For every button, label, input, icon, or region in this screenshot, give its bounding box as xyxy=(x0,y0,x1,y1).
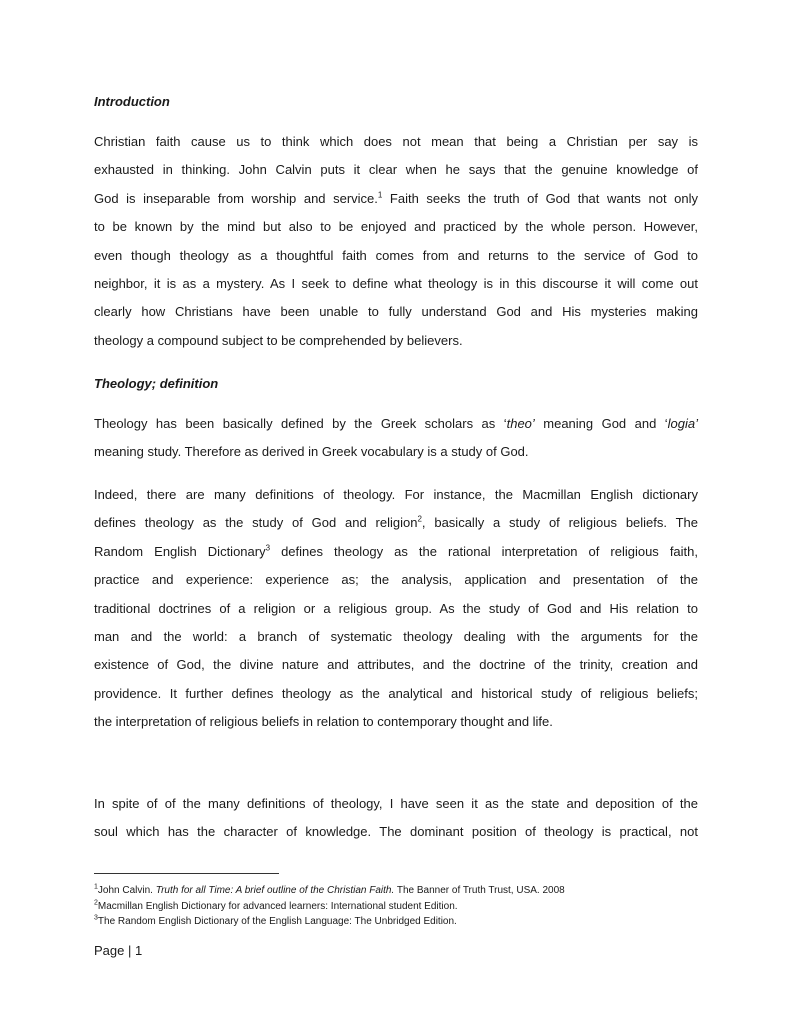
footnote-number: 3 xyxy=(94,914,98,922)
logia-term: logia’ xyxy=(667,416,698,431)
text-line: man and the world: a branch of systematic theology dealing with the arguments for the xyxy=(94,629,698,645)
text-line: practice and experience: experience as; the analysis, application and presentation of the xyxy=(94,572,698,588)
definition-paragraph-2 xyxy=(94,481,698,737)
text-segment: Faith seeks the truth of God that wants not only xyxy=(382,190,698,206)
text-line: soul which has the character of knowledge. The dominant position of theology is practical, not xyxy=(94,824,698,840)
text-segment: The Random English Dictionary of the English Language: The Unbridged Edition. xyxy=(97,916,457,927)
definition-heading: Theology; definition xyxy=(94,376,219,391)
text-line: neighbor, it is as a mystery. As I seek to define what theology is in this discourse it will come out xyxy=(94,276,698,292)
text-line: Indeed, there are many definitions of theology. For instance, the Macmillan English dictionary xyxy=(94,487,698,502)
text-line: traditional doctrines of a religion or a religious group. As the study of God and His relation to xyxy=(94,600,698,616)
text-segment: defines theology as the study of God and religion xyxy=(94,515,418,531)
text-line: In spite of of the many definitions of theology, I have seen it as the state and deposition of the xyxy=(94,796,698,811)
footnote-number: 2 xyxy=(94,899,98,907)
text-line: exhausted in thinking. John Calvin puts it clear when he says that the genuine knowledge of xyxy=(94,162,698,178)
theo-term: theo’ xyxy=(506,416,535,431)
text-segment: defines theology as the rational interpretation of religious faith, xyxy=(270,543,699,559)
footnote-3 xyxy=(94,914,714,930)
book-title: Truth for all Time: A brief outline of the Christian Faith. xyxy=(155,885,395,896)
text-line: Christian faith cause us to think which does not mean that being a Christian per say is xyxy=(94,134,698,149)
footnote-ref-2[interactable]: 2 xyxy=(417,515,422,525)
text-segment: meaning God and ‘ xyxy=(534,416,668,431)
text-segment: John Calvin. xyxy=(97,885,156,896)
definition-paragraph-1 xyxy=(94,410,698,467)
text-segment: Random English Dictionary xyxy=(94,543,266,559)
footnote-2 xyxy=(94,899,714,915)
definition-paragraph-3 xyxy=(94,790,698,847)
text-line: even though theology as a thoughtful faith comes from and returns to the service of God to xyxy=(94,247,698,263)
text-line: providence. It further defines theology as the analytical and historical study of religious beliefs; xyxy=(94,685,698,701)
text-line xyxy=(94,410,698,438)
text-line: to be known by the mind but also to be enjoyed and practiced by the whole person. However, xyxy=(94,219,698,235)
text-segment: , basically a study of religious beliefs. The xyxy=(421,515,698,531)
footnote-1 xyxy=(94,883,714,899)
footnote-ref-1[interactable]: 1 xyxy=(377,190,383,200)
text-line: theology a compound subject to be comprehended by believers. xyxy=(94,332,463,348)
text-line: the interpretation of religious beliefs in relation to contemporary thought and life. xyxy=(94,714,553,730)
text-line: meaning study. Therefore as derived in Greek vocabulary is a study of God. xyxy=(94,444,529,460)
introduction-heading: Introduction xyxy=(94,94,170,109)
footnote-ref-3[interactable]: 3 xyxy=(265,543,271,553)
footnote-separator xyxy=(94,873,279,874)
text-segment: The Banner of Truth Trust, USA. 2008 xyxy=(394,885,565,896)
text-line xyxy=(94,185,698,213)
page-number: Page | 1 xyxy=(94,943,143,958)
text-line xyxy=(94,509,698,537)
text-line xyxy=(94,538,698,566)
text-line: clearly how Christians have been unable to fully understand God and His mysteries making xyxy=(94,304,698,320)
text-segment: God is inseparable from worship and service. xyxy=(94,190,378,206)
introduction-paragraph xyxy=(94,128,698,355)
text-line: existence of God, the divine nature and attributes, and the doctrine of the trinity, creation and xyxy=(94,657,698,673)
text-segment: Theology has been basically defined by the Greek scholars as ‘ xyxy=(94,416,507,431)
footnote-number: 1 xyxy=(94,883,98,891)
text-segment: Macmillan English Dictionary for advanced learners: International student Edition. xyxy=(97,900,458,912)
footnotes xyxy=(94,883,714,930)
